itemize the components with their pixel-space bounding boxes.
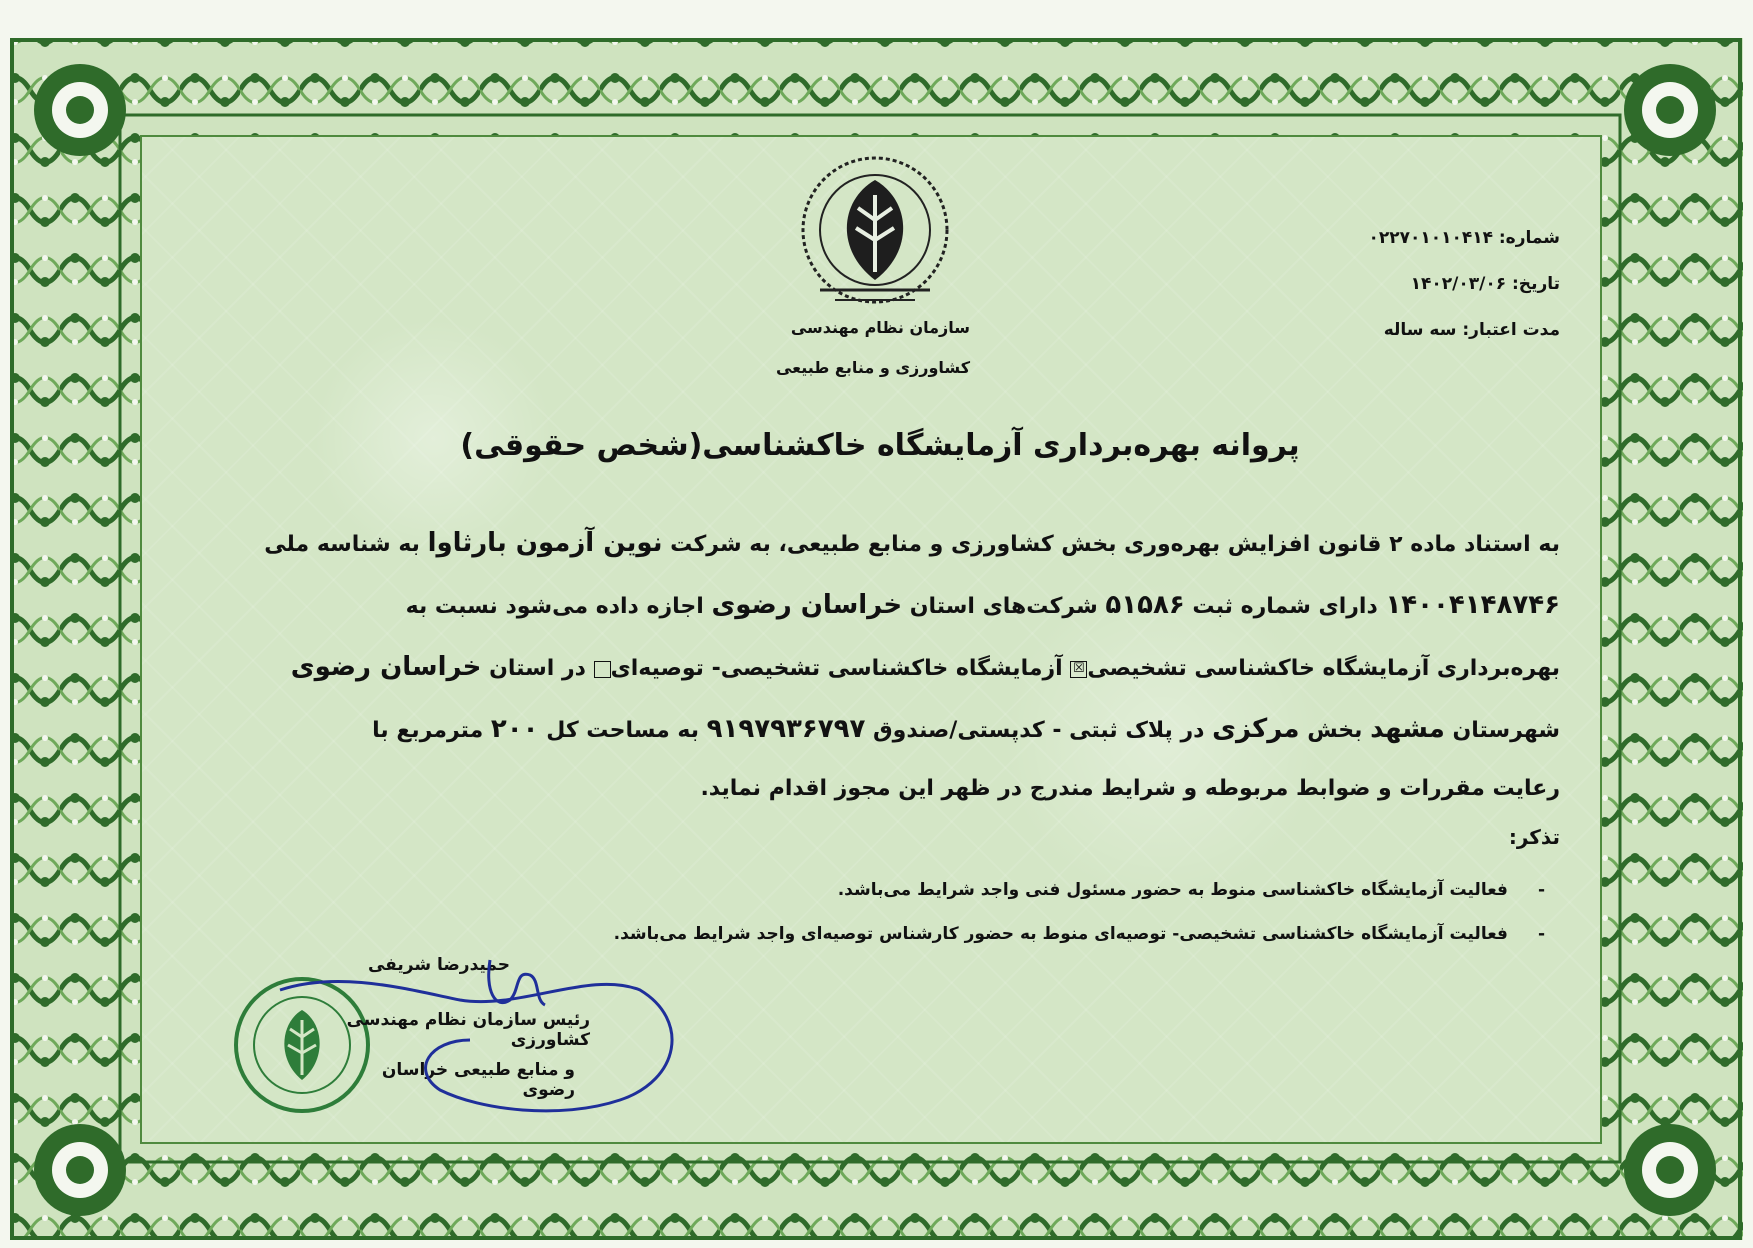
certificate-number: شماره: ۰۲۲۷۰۱۰۱۰۴۱۴: [1368, 228, 1560, 248]
national-id: ۱۴۰۰۴۱۴۸۷۴۶: [1385, 590, 1560, 620]
city-name: مشهد: [1370, 714, 1445, 744]
body-text: بهره‌برداری آزمایشگاه خاکشناسی تشخیصی: [1087, 656, 1560, 681]
signatory-title-line1: رئیس سازمان نظام مهندسی کشاورزی: [346, 1010, 590, 1050]
body-line-1: [175, 528, 1560, 558]
note-item-2: [600, 924, 1545, 944]
body-line-3: [175, 652, 1560, 682]
organization-emblem-icon: [780, 150, 970, 320]
province-name: خراسان رضوی: [711, 590, 903, 620]
body-line-2: [175, 590, 1560, 620]
bullet: -: [1537, 880, 1545, 900]
province-name-2: خراسان رضوی: [290, 652, 482, 682]
body-text: بخش: [1307, 718, 1363, 743]
body-text: آزمایشگاه خاکشناسی تشخیصی- توصیه‌ای: [610, 656, 1063, 681]
notes-heading: تذکر:: [1508, 825, 1560, 849]
diagnostic-lab-checkbox: ☒: [1070, 661, 1087, 678]
body-text: به استناد ماده ۲ قانون افزایش بهره‌وری بخش کشاورزی و منابع طبیعی، به شرکت: [670, 532, 1560, 557]
body-text: شهرستان: [1452, 718, 1560, 743]
body-text: در استان: [489, 656, 586, 681]
total-area: ۲۰۰: [490, 714, 539, 744]
body-text: به شناسه ملی: [264, 532, 420, 557]
issue-date: تاریخ: ۱۴۰۲/۰۳/۰۶: [1410, 274, 1560, 294]
body-text: مترمربع با: [372, 718, 484, 743]
signatory-name: حمیدرضا شریفی: [367, 955, 510, 975]
body-text: شرکت‌های استان: [909, 594, 1098, 619]
body-line-4: [175, 714, 1560, 744]
body-text: اجازه داده می‌شود نسبت به: [405, 594, 704, 619]
postal-code: ۹۱۹۷۹۳۶۷۹۷: [706, 714, 866, 744]
note-item-1: [600, 880, 1545, 900]
certificate-title: پروانه بهره‌برداری آزمایشگاه خاکشناسی(شخص حقوقی): [460, 428, 1300, 463]
note-text: فعالیت آزمایشگاه خاکشناسی منوط به حضور مسئول فنی واجد شرایط می‌باشد.: [837, 880, 1508, 900]
bullet: -: [1537, 924, 1545, 944]
body-text: در پلاک ثبتی - کدپستی/صندوق: [873, 718, 1205, 743]
registration-number: ۵۱۵۸۶: [1105, 590, 1185, 620]
advisory-lab-checkbox: [594, 661, 611, 678]
handwritten-signature: [260, 930, 700, 1130]
signatory-title-line2: و منابع طبیعی خراسان رضوی: [381, 1060, 575, 1100]
org-name-line1: سازمان نظام مهندسی: [790, 318, 970, 337]
org-name-line2: کشاورزی و منابع طبیعی: [775, 358, 970, 377]
validity-period: مدت اعتبار: سه ساله: [1383, 320, 1560, 340]
district-name: مرکزی: [1212, 714, 1300, 744]
note-text: فعالیت آزمایشگاه خاکشناسی تشخیصی- توصیه‌ای منوط به حضور کارشناس توصیه‌ای واجد شرایط می‌باشد.: [613, 924, 1508, 944]
body-text: دارای شماره ثبت: [1192, 594, 1378, 619]
company-name: نوین آزمون بارثاوا: [427, 528, 663, 558]
body-text: به مساحت کل: [546, 718, 699, 743]
body-line-5: رعایت مقررات و ضوابط مربوطه و شرایط مندرج در ظهر این مجوز اقدام نماید.: [700, 776, 1560, 801]
